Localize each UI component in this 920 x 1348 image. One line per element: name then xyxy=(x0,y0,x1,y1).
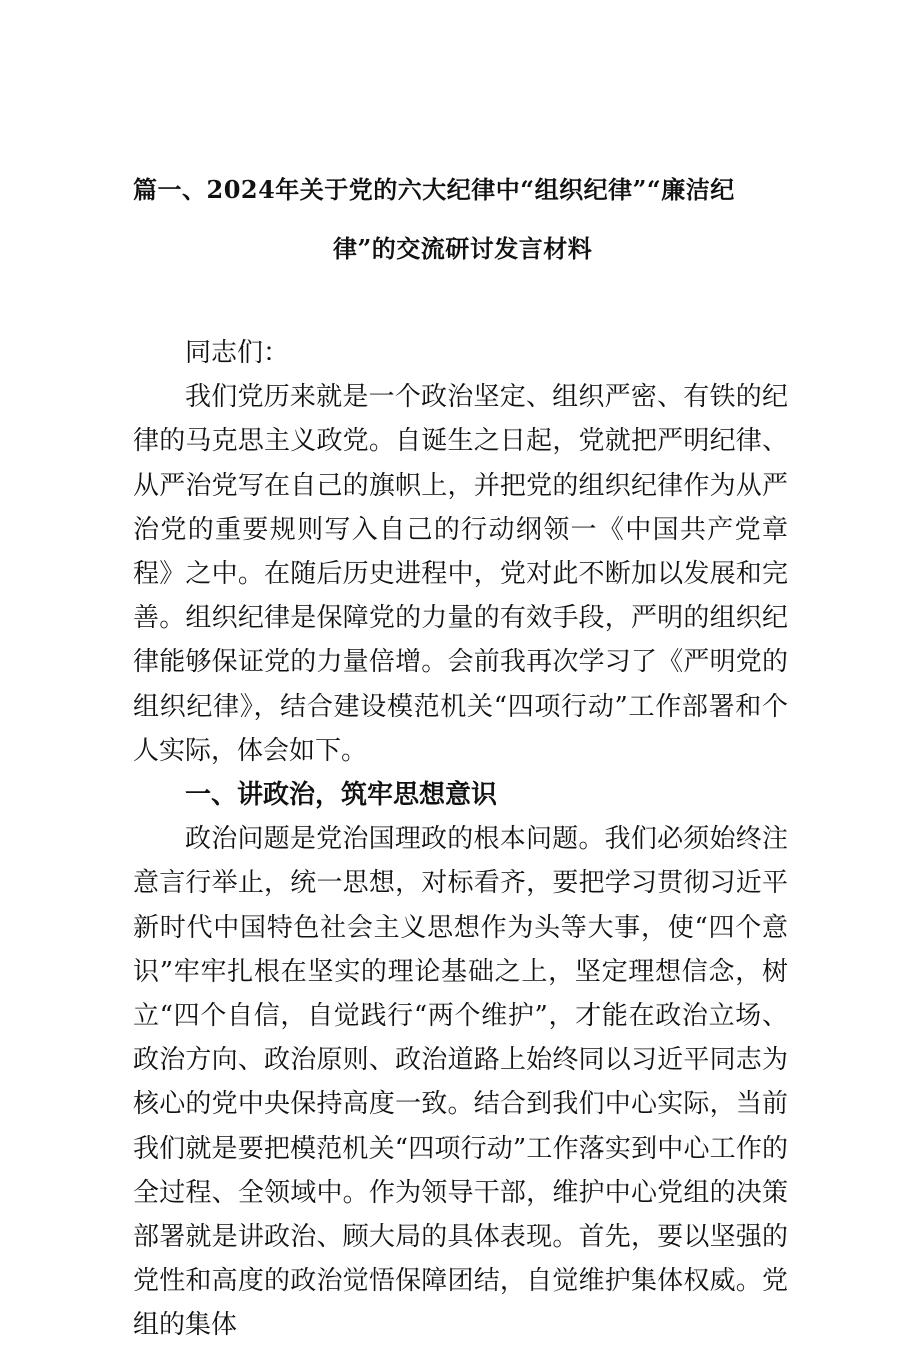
document-body xyxy=(133,331,788,1348)
document-title-line2: 律”的交流研讨发言材料 xyxy=(333,234,593,263)
section-paragraph: 政治问题是党治国理政的根本问题。我们必须始终注意言行举止，统一思想，对标看齐，要把学习贯彻习近平新时代中国特色社会主义思想作为头等大事，使“四个意识”牢牢扎根在坚实的理论基础之上，坚定理想信念，树立“四个自信，自觉践行“两个维护”，才能在政治立场、政治方向、政治原则、政治道路上始终同以习近平同志为核心的党中央保持高度一致。结合到我们中心实际，当前我们就是要把模范机关“四项行动”工作落实到中心工作的全过程、全领域中。作为领导干部，维护中心党组的决策部署就是讲政治、顾大局的具体表现。首先，要以坚强的党性和高度的政治觉悟保障团结，自觉维护集体权威。党组的集体 xyxy=(133,824,788,1341)
salutation: 同志们： xyxy=(185,338,290,368)
document-title-line1: 篇一、2024年关于党的六大纪律中“组织纪律”“廉洁纪 xyxy=(133,175,735,204)
section-heading: 一、讲政治，筑牢思想意识 xyxy=(185,780,498,811)
body-paragraph: 我们党历来就是一个政治坚定、组织严密、有铁的纪律的马克思主义政党。自诞生之日起，党就把严明纪律、从严治党写在自己的旗帜上，并把党的组织纪律作为从严治党的重要规则写入自己的行动纲领一《中国共产党章程》之中。在随后历史进程中，党对此不断加以发展和完善。组织纪律是保障党的力量的有效手段，严明的组织纪律能够保证党的力量倍增。会前我再次学习了《严明党的组织纪律》，结合建设模范机关“四项行动”工作部署和个人实际，体会如下。 xyxy=(133,382,788,766)
